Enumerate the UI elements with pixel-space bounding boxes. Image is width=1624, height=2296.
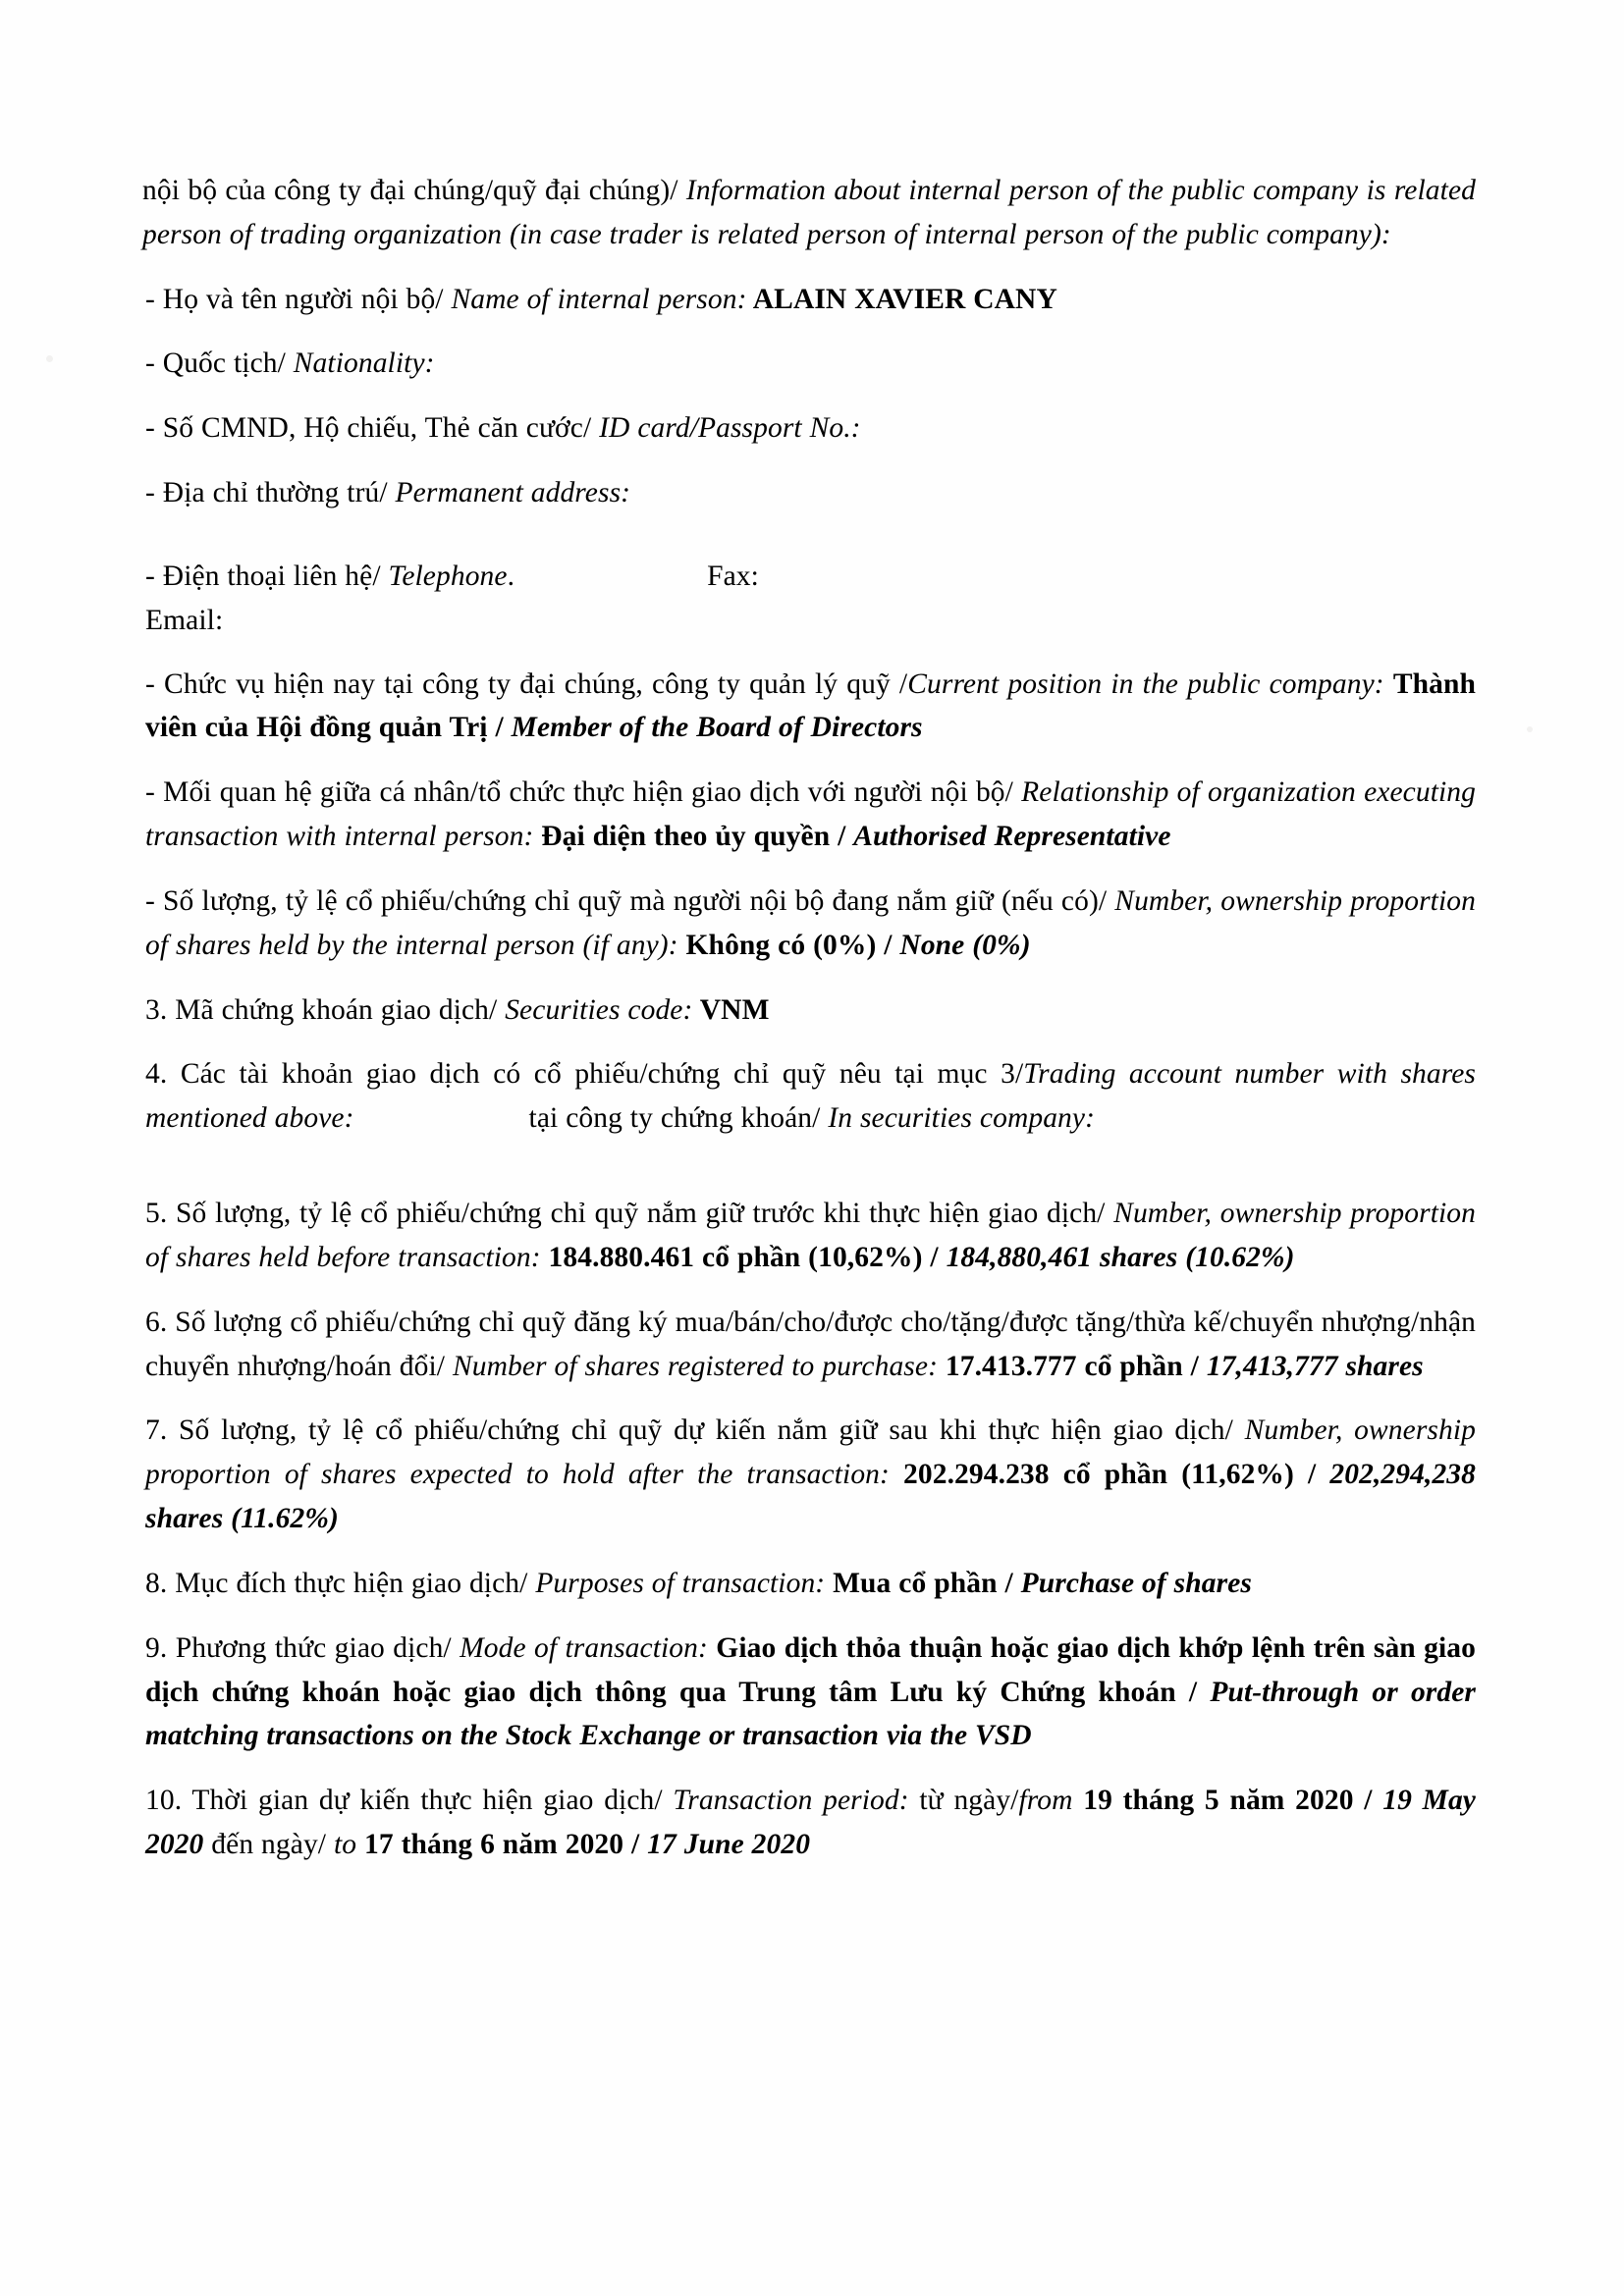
field-label-vi: - Số lượng, tỷ lệ cổ phiếu/chứng chỉ quỹ mà người nội bộ đang nắm giữ (nếu có)/: [145, 884, 1115, 917]
period-to-label-vi: đến ngày/: [203, 1829, 334, 1861]
period-to-date-separator: /: [631, 1829, 648, 1861]
value-separator: /: [830, 821, 854, 853]
intro-en-text: Information about internal person of the public company is related person of trading organization (in case trader is related person of internal person of the public company):: [142, 175, 1476, 250]
item-label-vi: Số lượng, tỷ lệ cổ phiếu/chứng chỉ quỹ nắm giữ trước khi thực hiện giao dịch/: [176, 1198, 1114, 1230]
value-separator: /: [922, 1241, 947, 1273]
item-sub-label-en: In securities company:: [828, 1102, 1096, 1135]
item-number: 10.: [145, 1785, 192, 1817]
item-value-securities-code: VNM: [692, 993, 770, 1026]
field-label-email: Email:: [145, 604, 224, 636]
field-label-en: Relationship of organization executing transaction with internal person:: [145, 776, 1476, 853]
field-label-vi: - Chức vụ hiện nay tại công ty đại chúng, công ty quản lý quỹ /: [145, 667, 908, 700]
period-from-date-separator: /: [1364, 1785, 1383, 1817]
item-value-purpose-vi: Mua cổ phần: [825, 1567, 998, 1599]
item-sub-label-vi: tại công ty chứng khoán/: [528, 1102, 829, 1135]
field-value-position-vi: Thành viên của Hội đồng quản Trị: [145, 667, 1477, 744]
paper-speck: [46, 355, 53, 362]
field-label-vi: - Số CMND, Hộ chiếu, Thẻ căn cước/: [145, 412, 600, 445]
value-separator: /: [876, 929, 900, 961]
item-label-vi: Mục đích thực hiện giao dịch/: [175, 1567, 536, 1599]
field-telephone-fax-email: [145, 555, 1476, 643]
period-from-date-en: 19 May 2020: [145, 1785, 1476, 1861]
item-9-mode-of-transaction: [145, 1627, 1476, 1758]
field-label-vi: - Mối quan hệ giữa cá nhân/tổ chức thực hiện giao dịch với người nội bộ/: [145, 776, 1022, 809]
field-label-en: ID card/Passport No.:: [599, 412, 861, 445]
field-label-vi: - Điện thoại liên hệ/: [145, 560, 389, 592]
item-value-registered-en: 17,413,777 shares: [1206, 1350, 1424, 1382]
item-value-shares-after-vi: 202.294.238 cổ phần (11,62%): [889, 1459, 1294, 1491]
period-from-label-vi: từ ngày/: [908, 1785, 1019, 1817]
item-value-purpose-en: Purchase of shares: [1020, 1567, 1252, 1599]
period-to-date-vi: 17 tháng 6 năm 2020: [356, 1829, 631, 1861]
item-label-en: Number, ownership proportion of shares expected to hold after the transaction:: [145, 1415, 1477, 1491]
field-value-relationship-en: Authorised Representative: [853, 821, 1171, 853]
item-value-shares-after-en: 202,294,238 shares (11.62%): [145, 1459, 1477, 1535]
field-value-internal-person-name: ALAIN XAVIER CANY: [746, 283, 1057, 315]
item-label-vi: Số lượng cổ phiếu/chứng chỉ quỹ đăng ký mua/bán/cho/được cho/tặng/được tặng/thừa kế/chuyển nhượng/nhận chuyển nhượng/hoán đổi/: [145, 1306, 1476, 1382]
field-name-of-internal-person: [145, 278, 1476, 322]
field-label-en: Permanent address:: [395, 477, 631, 509]
field-label-en: Current position in the public company:: [907, 667, 1384, 700]
item-label-en: Securities code:: [505, 993, 693, 1026]
period-to-label-en: to: [333, 1829, 357, 1861]
item-label-en: Purposes of transaction:: [535, 1567, 826, 1599]
intro-vi-text: nội bộ của công ty đại chúng/quỹ đại chúng)/: [142, 175, 678, 206]
field-label-vi: - Địa chỉ thường trú/: [145, 477, 396, 509]
field-value-shares-held-en: None (0%): [899, 929, 1031, 961]
item-label-vi: Số lượng, tỷ lệ cổ phiếu/chứng chỉ quỹ dự kiến nắm giữ sau khi thực hiện giao dịch/: [179, 1415, 1245, 1447]
field-relationship: [145, 771, 1476, 859]
item-5-shares-before-transaction: [145, 1192, 1476, 1280]
field-value-position-en: Member of the Board of Directors: [511, 712, 923, 744]
item-label-vi: Phương thức giao dịch/: [175, 1631, 460, 1664]
field-label-en: Nationality:: [293, 347, 435, 380]
item-value-mode-en: Put-through or order matching transactions on the Stock Exchange or transaction via the VSD: [145, 1676, 1477, 1752]
item-10-transaction-period: [145, 1779, 1476, 1867]
field-label-vi: - Quốc tịch/: [145, 347, 294, 380]
field-current-position: [145, 663, 1476, 751]
item-label-en: Mode of transaction:: [460, 1631, 708, 1664]
period-from-date-vi: 19 tháng 5 năm 2020: [1072, 1785, 1365, 1817]
item-label-en: Trading account number with shares mentioned above:: [145, 1058, 1476, 1135]
field-value-relationship-vi: Đại diện theo ủy quyền: [533, 821, 831, 853]
field-permanent-address: [145, 471, 1476, 515]
item-value-shares-before-vi: 184.880.461 cổ phần (10,62%): [540, 1241, 923, 1273]
field-label-en: Telephone: [388, 560, 508, 592]
item-number: 8.: [145, 1567, 176, 1599]
field-label-fax: Fax:: [707, 560, 759, 592]
value-separator: /: [997, 1567, 1021, 1599]
field-shares-held-by-internal-person: [145, 880, 1476, 968]
item-label-en: Number, ownership proportion of shares held before transaction:: [145, 1198, 1476, 1273]
value-separator: /: [1175, 1676, 1211, 1708]
paper-speck: [1527, 726, 1533, 732]
period-to-date-en: 17 June 2020: [647, 1829, 811, 1861]
item-number: 5.: [145, 1198, 177, 1230]
item-value-shares-before-en: 184,880,461 shares (10.62%): [946, 1241, 1295, 1273]
item-4-trading-account: [145, 1052, 1476, 1141]
item-value-mode-vi: Giao dịch thỏa thuận hoặc giao dịch khớp lệnh trên sàn giao dịch chứng khoán hoặc giao dịch thông qua Trung tâm Lưu ký Chứng khoán: [145, 1631, 1477, 1708]
item-number: 7.: [145, 1415, 180, 1447]
value-separator: /: [1182, 1350, 1207, 1382]
item-3-securities-code: [145, 988, 1476, 1033]
field-label-separator: .: [507, 560, 515, 592]
period-from-label-en: from: [1018, 1785, 1073, 1817]
item-label-vi: Thời gian dự kiến thực hiện giao dịch/: [191, 1785, 674, 1817]
item-7-shares-after-transaction: [145, 1409, 1476, 1540]
field-label-en: Number, ownership proportion of shares held by the internal person (if any):: [145, 884, 1476, 961]
field-label-en: Name of internal person:: [451, 283, 747, 315]
paragraph-intro-continuation: [142, 169, 1476, 257]
value-separator: /: [1293, 1459, 1330, 1491]
field-nationality: [145, 342, 1476, 386]
item-label-vi: Mã chứng khoán giao dịch/: [175, 993, 506, 1026]
item-number: 3.: [145, 993, 176, 1026]
item-label-en: Number of shares registered to purchase:: [452, 1350, 938, 1382]
item-number: 4.: [145, 1058, 181, 1091]
document-body: [142, 169, 1477, 1888]
item-label-en: Transaction period:: [673, 1785, 909, 1817]
field-label-vi: - Họ và tên người nội bộ/: [145, 283, 452, 315]
item-6-shares-registered-to-purchase: [145, 1301, 1476, 1389]
item-label-vi: Các tài khoản giao dịch có cổ phiếu/chứng chỉ quỹ nêu tại mục 3/: [180, 1058, 1024, 1091]
value-separator: /: [487, 712, 512, 744]
field-id-card-passport: [145, 406, 1476, 451]
field-value-shares-held-vi: Không có (0%): [677, 929, 877, 961]
item-number: 9.: [145, 1631, 176, 1664]
item-number: 6.: [145, 1306, 176, 1338]
item-8-purpose-of-transaction: [145, 1562, 1476, 1606]
item-value-registered-vi: 17.413.777 cổ phần: [938, 1350, 1183, 1382]
